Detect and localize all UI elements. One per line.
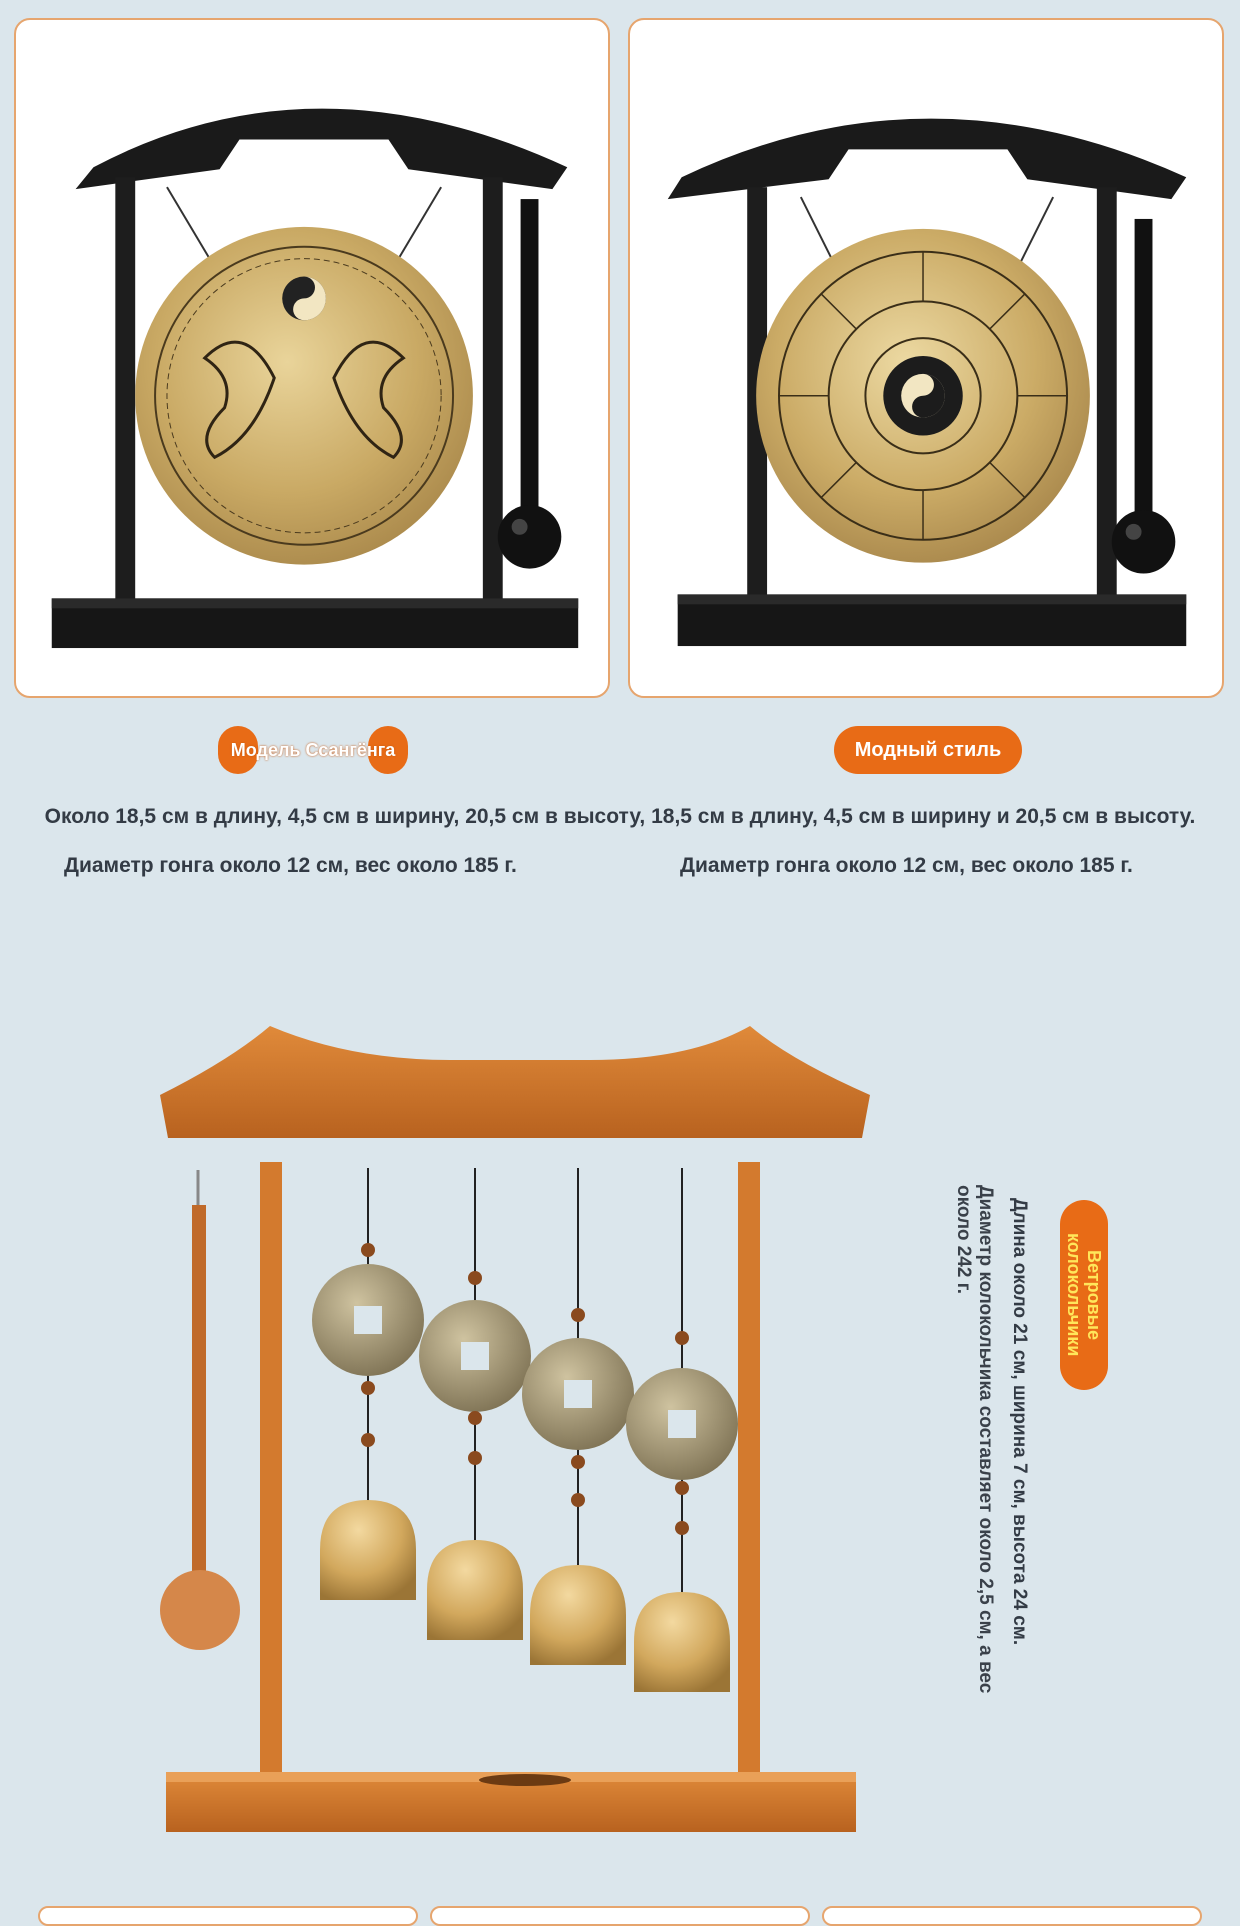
wind-chimes-pill[interactable] — [1060, 1200, 1108, 1390]
product-card-dragon-gong[interactable] — [14, 18, 610, 698]
next-card-3 — [822, 1906, 1202, 1926]
dragon-gong-image — [16, 20, 608, 696]
chime-size-text: Длина около 21 см, ширина 7 см, высота 24 см. — [1009, 1198, 1030, 1646]
gong-diameter-left: Диаметр гонга около 12 см, вес около 185 г. — [64, 854, 517, 877]
wind-chime-image — [150, 1020, 890, 1850]
zodiac-gong-image — [630, 20, 1222, 696]
wind-chimes-label: Ветровые колокольчики — [1064, 1233, 1104, 1357]
chime-detail-text: Диаметр колокольчика составляет около 2,5 см, а вес около 242 г. — [953, 1185, 996, 1694]
fashion-style-pill[interactable] — [834, 726, 1022, 774]
gong-diameter-right: Диаметр гонга около 12 см, вес около 185 г. — [680, 854, 1133, 877]
model-label-pill[interactable] — [218, 726, 408, 774]
model-label-text: Модель Ссангёнга — [230, 740, 396, 760]
next-card-2 — [430, 1906, 810, 1926]
next-card-1 — [38, 1906, 418, 1926]
fashion-style-text: Модный стиль — [854, 738, 1002, 761]
gong-dimensions-text: Около 18,5 см в длину, 4,5 см в ширину, 20,5 см в высоту, 18,5 см в длину, 4,5 см в ширину и 20,5 см в высоту. — [44, 805, 1196, 828]
product-card-zodiac-gong[interactable] — [628, 18, 1224, 698]
